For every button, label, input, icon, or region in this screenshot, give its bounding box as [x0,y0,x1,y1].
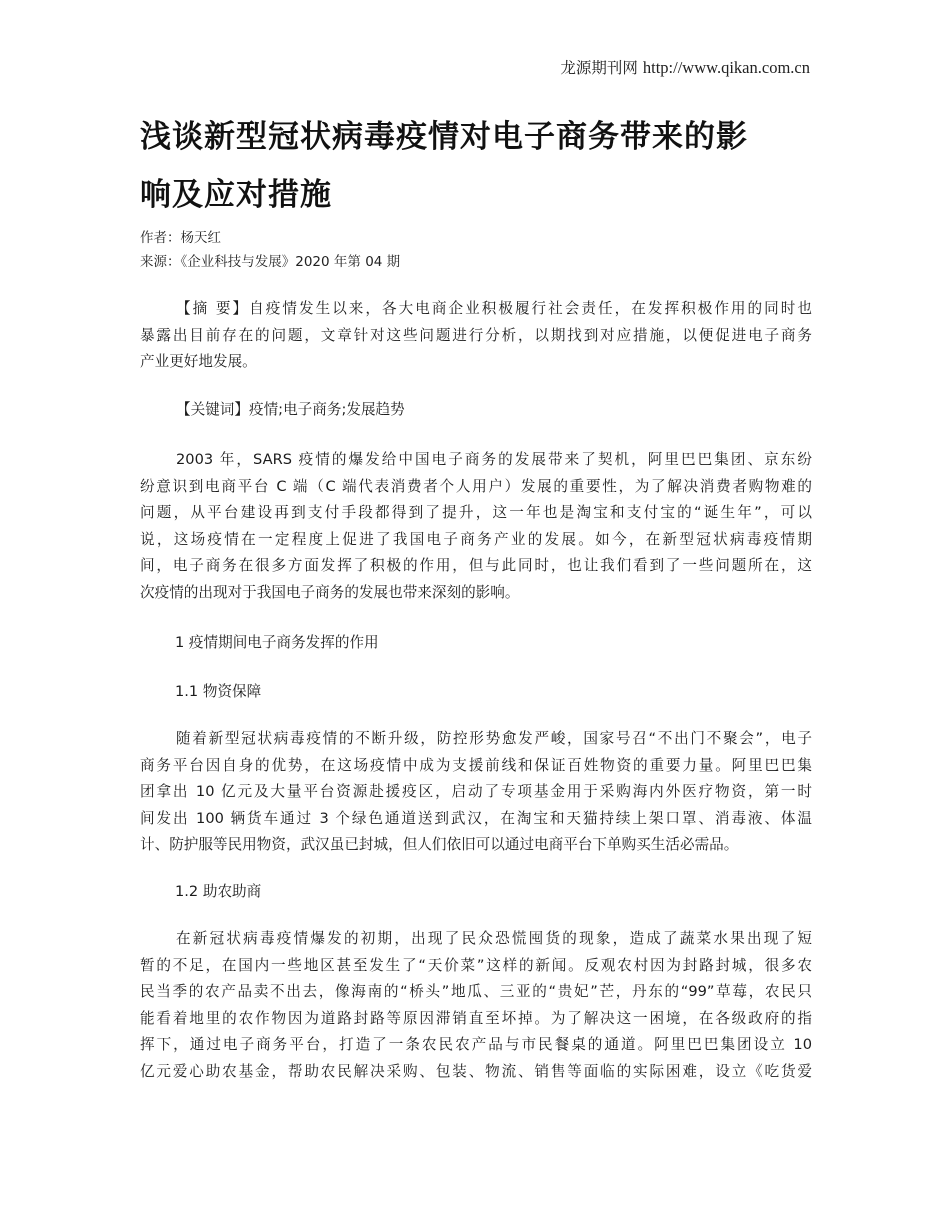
abstract-paragraph [140,296,812,376]
keywords-line: 【关键词】疫情;电子商务;发展趋势 [176,401,405,418]
intro-line: 说，这场疫情在一定程度上促进了我国电子商务产业的发展。如今，在新型冠状病毒疫情期 [140,530,812,548]
section-1-2-line: 能看着地里的农作物因为道路封路等原因滞销直至坏掉。为了解决这一困境，在各级政府的指 [140,1009,812,1027]
source-line [140,250,400,270]
section-1-2-line: 在新冠状病毒疫情爆发的初期，出现了民众恐慌囤货的现象，造成了蔬菜水果出现了短 [176,930,812,947]
section-1-1-paragraph [140,726,812,859]
section-heading-1-1: 1.1 物资保障 [175,683,262,700]
title-line: 浅谈新型冠状病毒疫情对电子商务带来的影 [140,119,748,155]
author-label: 作者： [140,230,181,246]
section-1-1-line: 商务平台因自身的优势，在这场疫情中成为支援前线和保证百姓物资的重要力量。阿里巴巴集 [140,756,812,774]
title-line: 响及应对措施 [140,177,332,213]
intro-line: 次疫情的出现对于我国电子商务的发展也带来深刻的影响。 [140,583,520,601]
site-name: 龙源期刊网 [560,59,638,77]
abstract-line: 暴露出目前存在的问题，文章针对这些问题进行分析，以期找到对应措施，以便促进电子商务 [140,326,812,344]
author-line [140,226,221,246]
intro-line: 问题，从平台建设再到支付手段都得到了提升，这一年也是淘宝和支付宝的“诞生年”，可以 [140,504,812,521]
section-1-2-line: 亿元爱心助农基金，帮助农民解决采购、包装、物流、销售等面临的实际困难，设立《吃货爱 [140,1062,812,1080]
section-1-2-paragraph [140,926,812,1085]
intro-paragraph [140,447,812,606]
section-1-1-line: 团拿出 10 亿元及大量平台资源赴援疫区，启动了专项基金用于采购海内外医疗物资，第一时 [140,783,812,800]
section-1-2-line: 暂的不足，在国内一些地区甚至发生了“天价菜”这样的新闻。反观农村因为封路封城，很多农 [140,956,812,974]
intro-line: 2003 年，SARS 疫情的爆发给中国电子商务的发展带来了契机，阿里巴巴集团、京东纷 [176,451,812,468]
source-label: 来源： [140,254,181,270]
section-1-1-line: 计、防护服等民用物资，武汉虽已封城，但人们依旧可以通过电商平台下单购买生活必需品。 [140,836,739,853]
article-title [140,108,820,224]
section-1-2-line: 挥下，通过电子商务平台，打造了一条农民农产品与市民餐桌的通道。阿里巴巴集团设立 10 [140,1036,812,1053]
journal-source-header [560,56,810,78]
section-heading-1-2: 1.2 助农助商 [175,883,262,900]
section-1-2-line: 民当季的农产品卖不出去，像海南的“桥头”地瓜、三亚的“贵妃”芒，丹东的“99”草莓，农民只 [140,983,812,1000]
site-url[interactable]: http://www.qikan.com.cn [642,58,810,77]
intro-line: 间，电子商务在很多方面发挥了积极的作用，但与此同时，也让我们看到了一些问题所在，这 [140,557,812,574]
section-1-1-line: 间发出 100 辆货车通过 3 个绿色通道送到武汉，在淘宝和天猫持续上架口罩、消毒液、体温 [140,809,812,827]
abstract-line: 产业更好地发展。 [140,353,257,370]
author-name: 杨天红 [180,230,221,246]
intro-line: 纷意识到电商平台 C 端（C 端代表消费者个人用户）发展的重要性，为了解决消费者购物难的 [140,477,812,495]
abstract-line: 【摘 要】自疫情发生以来，各大电商企业积极履行社会责任，在发挥积极作用的同时也 [176,300,812,317]
section-1-1-line: 随着新型冠状病毒疫情的不断升级，防控形势愈发严峻，国家号召“不出门不聚会”，电子 [176,730,812,747]
section-heading-1: 1 疫情期间电子商务发挥的作用 [175,634,379,651]
source-value: 《企业科技与发展》2020 年第 04 期 [180,254,401,270]
keywords-paragraph [140,397,812,424]
